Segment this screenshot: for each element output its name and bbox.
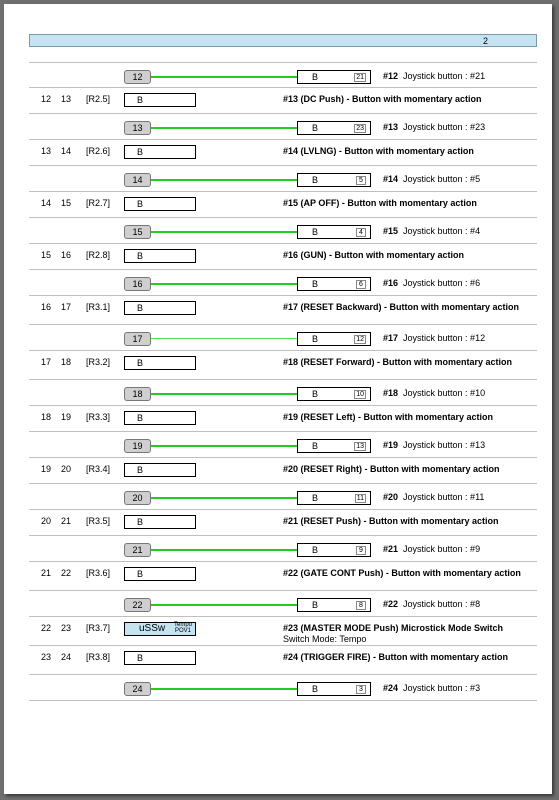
joystick-button-type: B <box>312 279 319 289</box>
control-row <box>29 244 537 270</box>
control-description <box>283 250 533 261</box>
joystick-button-type: B <box>312 72 319 82</box>
joystick-button-type: B <box>312 684 319 694</box>
mapping-connector-line <box>151 283 297 285</box>
mapping-control-id: #17 <box>383 333 399 343</box>
joystick-button-number: 4 <box>356 228 366 237</box>
joystick-button-box[interactable] <box>297 70 371 84</box>
joystick-button-number: 21 <box>356 74 364 81</box>
control-action-text: - Button with momentary action <box>339 198 477 208</box>
mapping-connector-line <box>151 231 297 233</box>
control-index: 23 <box>61 623 72 633</box>
button-type-label: B <box>137 653 144 663</box>
mapping-connector-line <box>151 393 297 395</box>
joystick-button-box[interactable] <box>297 332 371 346</box>
button-type-box[interactable] <box>124 301 196 315</box>
control-row <box>29 510 537 536</box>
mapping-target-text: Joystick button : #13 <box>398 440 486 450</box>
mapping-control-id: #20 <box>383 492 399 502</box>
control-action-text: - Button with momentary action <box>336 146 474 156</box>
mapping-target-text: Joystick button : #23 <box>398 122 486 132</box>
joystick-button-type: B <box>312 123 319 133</box>
mapping-control-id: #14 <box>383 174 399 184</box>
joystick-button-type: B <box>312 441 319 451</box>
button-type-label: B <box>137 517 144 527</box>
control-title: #20 (RESET Right) <box>283 464 363 474</box>
joystick-button-number: 23 <box>356 125 364 132</box>
row-index: 20 <box>41 516 52 526</box>
register-ref: [R3.5] <box>86 516 111 526</box>
joystick-button-number: 11 <box>356 495 364 502</box>
control-index: 15 <box>61 198 72 208</box>
joystick-button-number: 10 <box>356 391 364 398</box>
mapping-control-id: #18 <box>383 388 399 398</box>
control-index: 13 <box>61 94 72 104</box>
button-type-label: uSSw <box>139 623 166 634</box>
button-type-box[interactable] <box>124 197 196 211</box>
joystick-button-type: B <box>312 175 319 185</box>
mapping-target-text: Joystick button : #4 <box>398 226 481 236</box>
control-description <box>283 412 533 423</box>
joystick-button-number: 12 <box>356 336 364 343</box>
control-title: #18 (RESET Forward) <box>283 357 375 367</box>
control-action-text: - Button with momentary action <box>370 652 509 662</box>
joystick-button-number: 5 <box>356 176 366 185</box>
mapping-connector-line <box>151 76 297 78</box>
control-title: #23 (MASTER MODE Push) Microstick Mode Switch <box>283 623 504 633</box>
mapping-target-text: Joystick button : #3 <box>398 683 481 693</box>
row-index: 12 <box>41 94 52 104</box>
button-type-box[interactable] <box>124 356 196 370</box>
row-index: 15 <box>41 250 52 260</box>
mapping-connector-line <box>151 688 297 690</box>
button-type-label: B <box>137 413 144 423</box>
control-index: 14 <box>61 146 72 156</box>
row-index: 23 <box>41 652 52 662</box>
switch-mode-tag <box>174 622 192 634</box>
mapping-description <box>383 388 485 398</box>
mapping-control-id: #13 <box>383 122 399 132</box>
button-type-label: B <box>137 199 144 209</box>
mapping-control-id: #21 <box>383 544 399 554</box>
button-type-label: B <box>137 95 144 105</box>
register-ref: [R3.6] <box>86 568 111 578</box>
document-page <box>4 4 552 794</box>
control-description <box>283 516 533 527</box>
control-action-text: - Button with momentary action <box>355 412 494 422</box>
mapping-description <box>383 333 485 343</box>
joystick-button-box[interactable] <box>297 598 371 612</box>
register-ref: [R3.4] <box>86 464 111 474</box>
row-index: 22 <box>41 623 52 633</box>
control-row <box>29 406 537 432</box>
control-action-text: - Button with momentary action <box>383 568 521 578</box>
control-number-box[interactable]: 22 <box>124 598 151 612</box>
control-title: #13 (DC Push) <box>283 94 345 104</box>
mapping-target-text: Joystick button : #21 <box>398 71 486 81</box>
switch-mode-tag-line: POV1 <box>174 628 191 634</box>
row-index: 17 <box>41 357 52 367</box>
control-index: 19 <box>61 412 72 422</box>
mapping-row <box>29 218 537 244</box>
control-description <box>283 302 533 313</box>
control-number-box[interactable]: 18 <box>124 387 151 401</box>
control-action-text: - Button with momentary action <box>381 302 520 312</box>
microstick-switch-box[interactable] <box>124 622 196 636</box>
control-description <box>283 198 533 209</box>
joystick-button-box[interactable] <box>297 277 371 291</box>
joystick-button-number: 9 <box>356 546 366 555</box>
mapping-row <box>29 270 537 296</box>
page-header-bar <box>29 34 537 47</box>
register-ref: [R3.7] <box>86 623 111 633</box>
joystick-button-type: B <box>312 389 319 399</box>
mapping-control-id: #19 <box>383 440 399 450</box>
button-type-label: B <box>137 303 144 313</box>
control-action-text: - Button with momentary action <box>361 516 499 526</box>
control-number-box[interactable]: 15 <box>124 225 151 239</box>
mapping-description <box>383 544 480 554</box>
control-number-box[interactable]: 20 <box>124 491 151 505</box>
mapping-control-id: #22 <box>383 599 399 609</box>
control-index: 17 <box>61 302 72 312</box>
mapping-description <box>383 599 480 609</box>
joystick-button-type: B <box>312 227 319 237</box>
button-type-label: B <box>137 569 144 579</box>
control-number-box[interactable]: 12 <box>124 70 151 84</box>
joystick-button-box[interactable] <box>297 439 371 453</box>
control-number-box[interactable]: 17 <box>124 332 151 346</box>
mapping-control-id: #12 <box>383 71 399 81</box>
control-description <box>283 357 533 368</box>
row-index: 21 <box>41 568 52 578</box>
control-action-text: - Button with momentary action <box>374 357 513 367</box>
mapping-row <box>29 166 537 192</box>
mapping-target-text: Joystick button : #11 <box>398 492 485 502</box>
mapping-connector-line <box>151 497 297 499</box>
control-index: 16 <box>61 250 72 260</box>
button-type-box[interactable] <box>124 145 196 159</box>
mapping-connector-line <box>151 604 297 606</box>
register-ref: [R3.2] <box>86 357 111 367</box>
control-index: 18 <box>61 357 72 367</box>
control-description <box>283 568 533 579</box>
control-row <box>29 351 537 380</box>
mapping-row <box>29 536 537 562</box>
mapping-row <box>29 380 537 406</box>
mapping-connector-line <box>151 549 297 551</box>
mapping-control-id: #16 <box>383 278 399 288</box>
mapping-connector-line <box>151 179 297 181</box>
control-description <box>283 623 533 645</box>
row-index: 14 <box>41 198 52 208</box>
button-type-label: B <box>137 147 144 157</box>
control-subtitle: Switch Mode: Tempo <box>283 634 367 644</box>
control-title: #22 (GATE CONT Push) <box>283 568 384 578</box>
control-row <box>29 562 537 591</box>
mapping-row <box>29 114 537 140</box>
mapping-description <box>383 492 484 502</box>
switch-mode-tag-line: Tempo <box>173 622 192 628</box>
control-action-text: - Button with momentary action <box>326 250 465 260</box>
control-row <box>29 646 537 675</box>
control-title: #21 (RESET Push) <box>283 516 362 526</box>
button-type-box[interactable] <box>124 249 196 263</box>
control-row <box>29 140 537 166</box>
joystick-button-number: 6 <box>356 280 366 289</box>
mapping-row <box>29 62 537 88</box>
control-index: 20 <box>61 464 72 474</box>
mapping-row <box>29 484 537 510</box>
mapping-description <box>383 174 480 184</box>
mapping-row <box>29 432 537 458</box>
control-row <box>29 617 537 646</box>
button-type-box[interactable] <box>124 515 196 529</box>
control-number-box[interactable]: 16 <box>124 277 151 291</box>
control-action-text: - Button with momentary action <box>362 464 500 474</box>
mapping-connector-line <box>151 127 297 129</box>
joystick-button-box[interactable] <box>297 682 371 696</box>
button-type-box[interactable] <box>124 411 196 425</box>
control-action-text: - Button with momentary action <box>344 94 482 104</box>
joystick-button-type: B <box>312 600 319 610</box>
control-title: #15 (AP OFF) <box>283 198 340 208</box>
joystick-button-type: B <box>312 334 319 344</box>
joystick-button-type: B <box>312 545 319 555</box>
joystick-button-box[interactable] <box>297 543 371 557</box>
control-index: 22 <box>61 568 72 578</box>
mapping-row <box>29 325 537 351</box>
control-number-box[interactable]: 14 <box>124 173 151 187</box>
mapping-target-text: Joystick button : #10 <box>398 388 486 398</box>
control-description <box>283 94 533 105</box>
mapping-row <box>29 675 537 701</box>
joystick-button-number: 8 <box>356 601 366 610</box>
button-type-box[interactable] <box>124 463 196 477</box>
control-description <box>283 146 533 157</box>
control-description <box>283 464 533 475</box>
control-title: #14 (LVLNG) <box>283 146 337 156</box>
control-title: #16 (GUN) <box>283 250 327 260</box>
mapping-target-text: Joystick button : #9 <box>398 544 481 554</box>
joystick-button-box[interactable] <box>297 225 371 239</box>
mapping-description <box>383 71 485 81</box>
mapping-connector-line <box>151 338 297 339</box>
register-ref: [R2.5] <box>86 94 111 104</box>
joystick-button-number: 3 <box>356 685 366 694</box>
button-type-box[interactable] <box>124 651 196 665</box>
button-type-box[interactable] <box>124 93 196 107</box>
control-title: #17 (RESET Backward) <box>283 302 382 312</box>
joystick-button-box[interactable] <box>297 387 371 401</box>
button-type-label: B <box>137 465 144 475</box>
register-ref: [R3.8] <box>86 652 111 662</box>
mapping-target-text: Joystick button : #8 <box>398 599 481 609</box>
mapping-description <box>383 226 480 236</box>
row-index: 13 <box>41 146 52 156</box>
register-ref: [R2.6] <box>86 146 111 156</box>
control-index: 21 <box>61 516 72 526</box>
register-ref: [R3.1] <box>86 302 111 312</box>
mapping-connector-line <box>151 445 297 447</box>
mapping-description <box>383 683 480 693</box>
joystick-button-box[interactable] <box>297 491 371 505</box>
mapping-target-text: Joystick button : #12 <box>398 333 486 343</box>
button-type-label: B <box>137 251 144 261</box>
mapping-description <box>383 278 480 288</box>
control-number-box[interactable]: 21 <box>124 543 151 557</box>
row-index: 19 <box>41 464 52 474</box>
register-ref: [R3.3] <box>86 412 111 422</box>
control-title: #19 (RESET Left) <box>283 412 356 422</box>
joystick-button-box[interactable] <box>297 121 371 135</box>
mapping-description <box>383 440 485 450</box>
mapping-row <box>29 591 537 617</box>
row-index: 16 <box>41 302 52 312</box>
control-number-box[interactable]: 13 <box>124 121 151 135</box>
control-description <box>283 652 533 663</box>
mapping-control-id: #15 <box>383 226 399 236</box>
control-title: #24 (TRIGGER FIRE) <box>283 652 371 662</box>
mapping-description <box>383 122 485 132</box>
control-row <box>29 88 537 114</box>
button-type-box[interactable] <box>124 567 196 581</box>
control-row <box>29 296 537 325</box>
control-row <box>29 192 537 218</box>
mapping-control-id: #24 <box>383 683 399 693</box>
register-ref: [R2.7] <box>86 198 111 208</box>
page-number: 2 <box>482 36 488 46</box>
control-number-box[interactable]: 19 <box>124 439 151 453</box>
joystick-button-box[interactable] <box>297 173 371 187</box>
button-type-label: B <box>137 358 144 368</box>
joystick-button-number: 13 <box>356 443 364 450</box>
mapping-target-text: Joystick button : #6 <box>398 278 481 288</box>
register-ref: [R2.8] <box>86 250 111 260</box>
row-index: 18 <box>41 412 52 422</box>
control-number-box[interactable]: 24 <box>124 682 151 696</box>
mapping-target-text: Joystick button : #5 <box>398 174 481 184</box>
control-index: 24 <box>61 652 72 662</box>
joystick-button-type: B <box>312 493 319 503</box>
control-row <box>29 458 537 484</box>
